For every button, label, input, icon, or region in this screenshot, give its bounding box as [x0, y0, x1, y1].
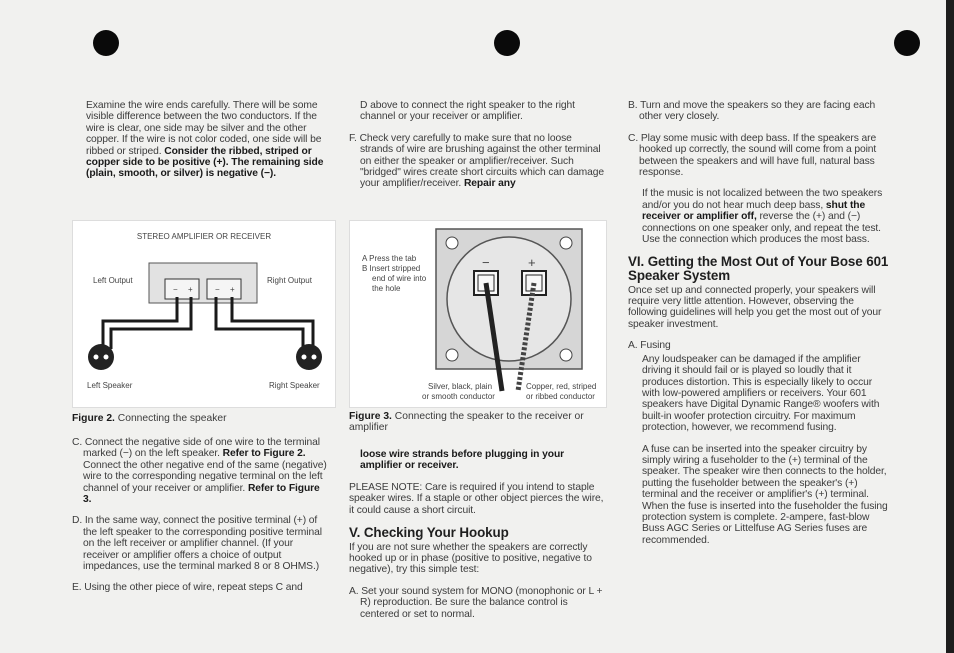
- svg-text:+: +: [188, 285, 193, 294]
- binder-hole-left: [93, 30, 119, 56]
- step-f: F. Check very carefully to make sure that no loose strands of wire are brushing against the other terminal on either the speaker or amplifier/receiver. Such "bridged" wires create short circuits which can damage your amplifier/receiver. Repair any: [349, 132, 604, 190]
- page-edge: [946, 0, 954, 653]
- left-wire-negative: [103, 297, 177, 349]
- svg-text:or smooth conductor: or smooth conductor: [422, 392, 495, 401]
- step-c-bass: C. Play some music with deep bass. If the speakers are hooked up correctly, the sound will come from a point between the speakers and will have full, natural bass response.: [628, 132, 877, 179]
- screw-icon: [446, 237, 458, 249]
- figure-2-caption: Figure 2. Connecting the speaker: [72, 413, 227, 424]
- loose-wire-warning: loose wire strands before plugging in your amplifier or receiver.: [360, 449, 565, 472]
- screw-icon: [560, 237, 572, 249]
- right-output-label: Right Output: [267, 276, 312, 285]
- svg-text:+: +: [230, 285, 235, 294]
- figure-2: [72, 220, 336, 408]
- figure-3: [349, 220, 607, 408]
- column-1: [86, 100, 326, 190]
- column-2: [349, 100, 605, 200]
- right-speaker-label: Right Speaker: [269, 381, 320, 390]
- step-c: C. Connect the negative side of one wire to the terminal marked (−) on the left speaker. Refer to Figure 2. Connect the other negative end of the same (negative) wire to the corresponding negative terminal on the left channel of your receiver or amplifier. Refer to Figure 3.: [72, 437, 327, 506]
- screw-icon: [560, 349, 572, 361]
- figure-3-caption: Figure 3. Connecting the speaker to the receiver or amplifier: [349, 411, 584, 434]
- column-1-steps: [72, 437, 330, 604]
- step-a-mono: A. Set your sound system for MONO (monophonic or L + R) reproduction. Be sure the balance control is centered or set to normal.: [349, 585, 603, 620]
- column-3: [628, 100, 890, 556]
- svg-text:−: −: [215, 285, 220, 294]
- silver-conductor-label: Silver, black, plain: [428, 382, 493, 391]
- polarity-rule: Consider the ribbed, striped or copper side to be positive (+). The remaining side (plain, smooth, or silver) is negative (−).: [86, 145, 324, 180]
- svg-text:the hole: the hole: [372, 284, 401, 293]
- step-b-face: B. Turn and move the speakers so they are facing each other very closely.: [628, 100, 876, 123]
- svg-text:or ribbed conductor: or ribbed conductor: [526, 392, 595, 401]
- reverse-connection-note: If the music is not localized between the two speakers and/or you do not hear much deep bass, shut the receiver or amplifier off, reverse the (+) and (−) connections on one speaker only, and repeat the test. Use the connection which produces the most bass.: [642, 188, 883, 246]
- figure-3-diagram: [350, 221, 606, 407]
- left-speaker-label: Left Speaker: [87, 381, 133, 390]
- fuseholder-paragraph: A fuse can be inserted into the speaker circuitry by simply wiring a fuseholder to the (+) terminal of the speaker. The speaker wire then connects to the holder, putting the fuseholder between the speaker's (+) terminal and the receiver or amplifier's (+) terminal. When the fuse is inserted into the fuseholder the fusing protection system is complete. 2-ampere, fast-blow Buss AGC Series or Littelfuse AG Series fuses are recommended.: [642, 443, 888, 546]
- wire-examine-paragraph: Examine the wire ends carefully. There will be some visible difference between the two conductors. If the wire is clear, one side may be silver and the other copper. If the wire is not color coded, one side will be ribbed or striped. Consider the ribbed, striped or copper side to be positive (+). The remaining side (plain, smooth, or silver) is negative (−).: [86, 100, 324, 180]
- copper-conductor-label: Copper, red, striped: [526, 382, 597, 391]
- right-output-terminal: [207, 279, 241, 299]
- section-6-heading: VI. Getting the Most Out of Your Bose 601 Speaker System: [628, 254, 889, 284]
- right-wire-negative: [216, 297, 303, 349]
- binder-hole-center: [494, 30, 520, 56]
- step-e: E. Using the other piece of wire, repeat steps C and: [72, 582, 303, 594]
- step-d: D. In the same way, connect the positive terminal (+) of the left speaker to the corresponding positive terminal on the left receiver or amplifier channel. (If your receiver or amplifier offers a choice of output impedances, use the terminal marked 8 or 8 OHMS.): [72, 515, 322, 573]
- terminal-cup: [447, 237, 571, 361]
- please-note: PLEASE NOTE: Care is required if you intend to staple speaker wires. If a staple or other object pierces the wire, it could cause a short circuit.: [349, 481, 604, 516]
- column-2-lower: [349, 449, 605, 630]
- svg-text:+: +: [528, 255, 536, 270]
- left-wire-positive: [111, 297, 191, 349]
- svg-text:−: −: [482, 255, 490, 270]
- svg-text:−: −: [173, 285, 178, 294]
- left-speaker-icon: [88, 344, 114, 370]
- fusing-label: A. Fusing: [628, 340, 671, 352]
- svg-text:end of wire into: end of wire into: [372, 274, 427, 283]
- left-output-terminal: [165, 279, 199, 299]
- right-wire-positive: [232, 297, 313, 349]
- right-speaker-icon: [296, 344, 322, 370]
- step-e-continued: D above to connect the right speaker to the right channel or your receiver or amplifier.: [360, 100, 575, 123]
- left-output-label: Left Output: [93, 276, 133, 285]
- fusing-paragraph: Any loudspeaker can be damaged if the amplifier driving it should fail or is played so loudly that it produces distortion. This is especially likely to occur with low-powered amplifiers or receivers. Your 601 speakers have Digital Dynamic Range® woofers with built-in woofer protection circuitry. For maximum protection, however, we recommend fusing.: [642, 353, 880, 434]
- figure-2-title: STEREO AMPLIFIER OR RECEIVER: [136, 232, 272, 241]
- section-5-intro: If you are not sure whether the speakers are correctly hooked up or in phase (positive to positive, negative to negative), try this simple test:: [349, 541, 592, 576]
- label-press-tab: A Press the tab: [362, 254, 417, 263]
- screw-icon: [446, 349, 458, 361]
- section-6-intro: Once set up and connected properly, your speakers will require very little attention. However, observing the following guidelines will help you get the most out of your speaker investment.: [628, 284, 882, 330]
- section-5-heading: V. Checking Your Hookup: [349, 525, 509, 541]
- label-insert-wire: B Insert stripped: [362, 264, 421, 273]
- figure-2-diagram: [73, 221, 335, 407]
- binder-hole-right: [894, 30, 920, 56]
